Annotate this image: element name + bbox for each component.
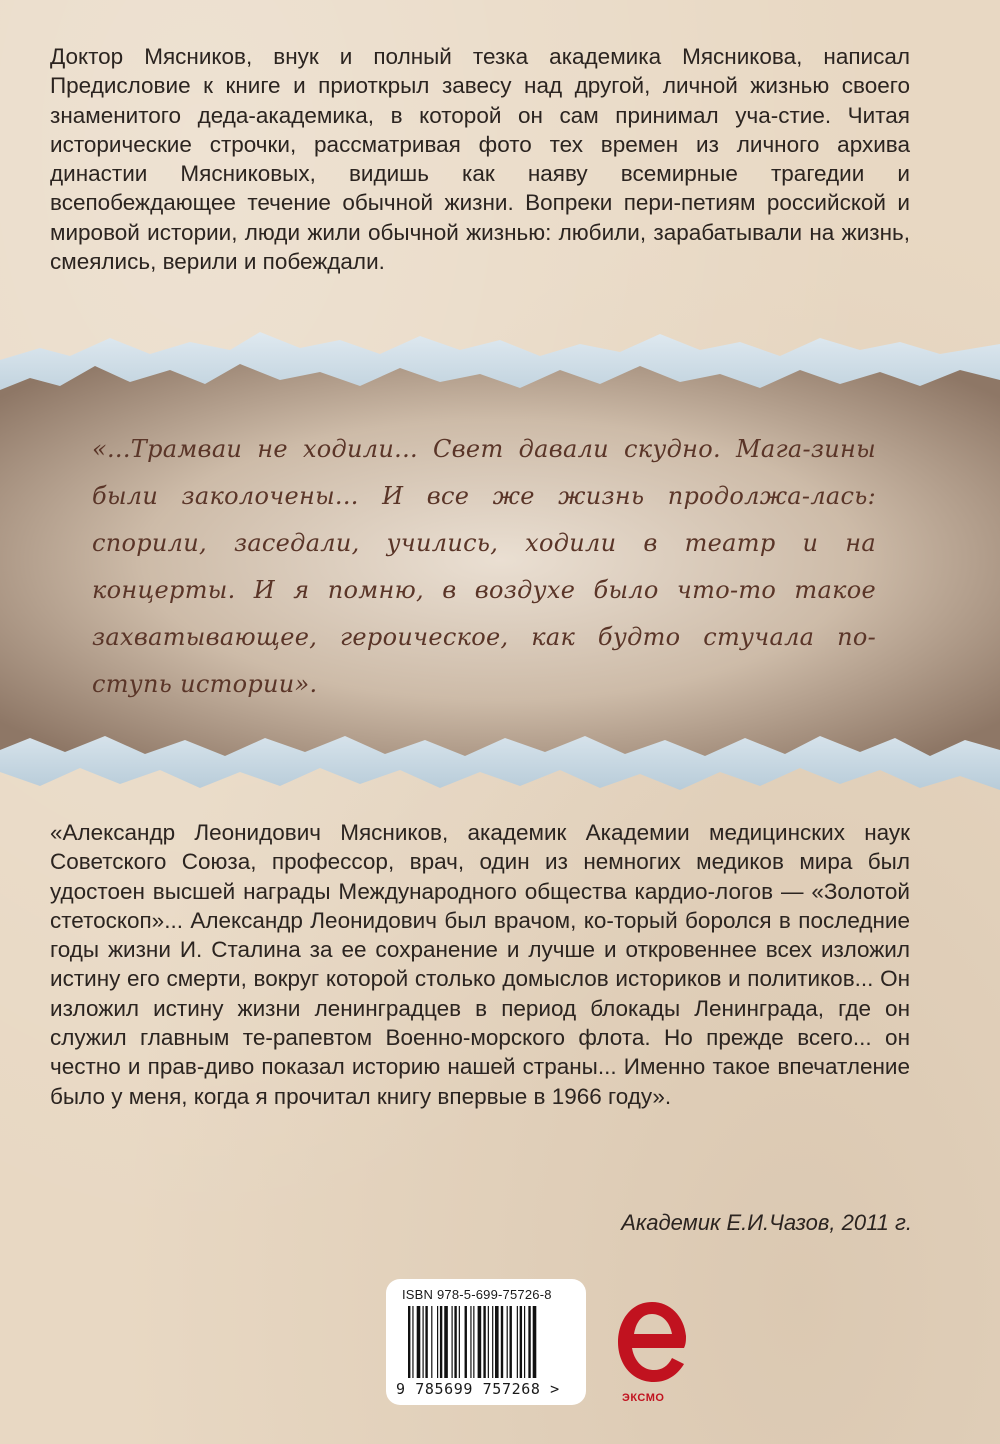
barcode-icon <box>406 1306 574 1380</box>
publisher-logo-text: ЭКСМО <box>622 1392 665 1404</box>
isbn-label: ISBN 978-5-699-75726-8 <box>402 1287 552 1302</box>
eksmo-e-logo <box>612 1294 692 1404</box>
review-signature: Академик Е.И.Чазов, 2011 г. <box>621 1210 912 1235</box>
barcode-digits: 9 785699 757268 > <box>396 1380 560 1398</box>
review-paragraph: «Александр Леонидович Мясников, академик Академии медицинских наук Советского Союза, профессор, врач, один из немногих медиков мира был удостоен высшей награды Международного общества кардио-логов — «Золотой стетоскоп»... Александр Леонидович был врачом, ко-торый боролся в последние годы жизни И. Сталина за ее сохранение и лучше и откровеннее всех изложил истину его смерти, вокруг которой столько домыслов историков и политиков... Он изложил истину жизни ленинградцев в период блокады Ленинграда, где он служил главным те-рапевтом Военно-морского флота. Но прежде всего... он честно и прав-диво показал историю нашей страны... Именно такое впечатление было у меня, когда я прочитал книгу впервые в 1966 году». <box>50 820 910 1109</box>
intro-paragraph: Доктор Мясников, внук и полный тезка академика Мясникова, написал Предисловие к книге и приоткрыл завесу над другой, личной жизнью своего знаменитого деда-академика, в которой он сам принимал уча-стие. Читая исторические строчки, рассматривая фото тех времен из личного архива династии Мясниковых, видишь как наяву всемирные трагедии и всепобеждающее течение обычной жизни. Вопреки пери-петиям российской и мировой истории, люди жили обычной жизнью: любили, зарабатывали на жизнь, смеялись, верили и побеждали. <box>50 44 910 275</box>
quote-paragraph: «...Трамваи не ходили... Свет давали скудно. Мага-зины были заколочены... И все же жизнь продолжа-лась: спорили, заседали, учились, ходили в театр и на концерты. И я помню, в воздухе было что-то такое захватывающее, героическое, как будто стучала по-ступь истории». <box>92 435 876 698</box>
